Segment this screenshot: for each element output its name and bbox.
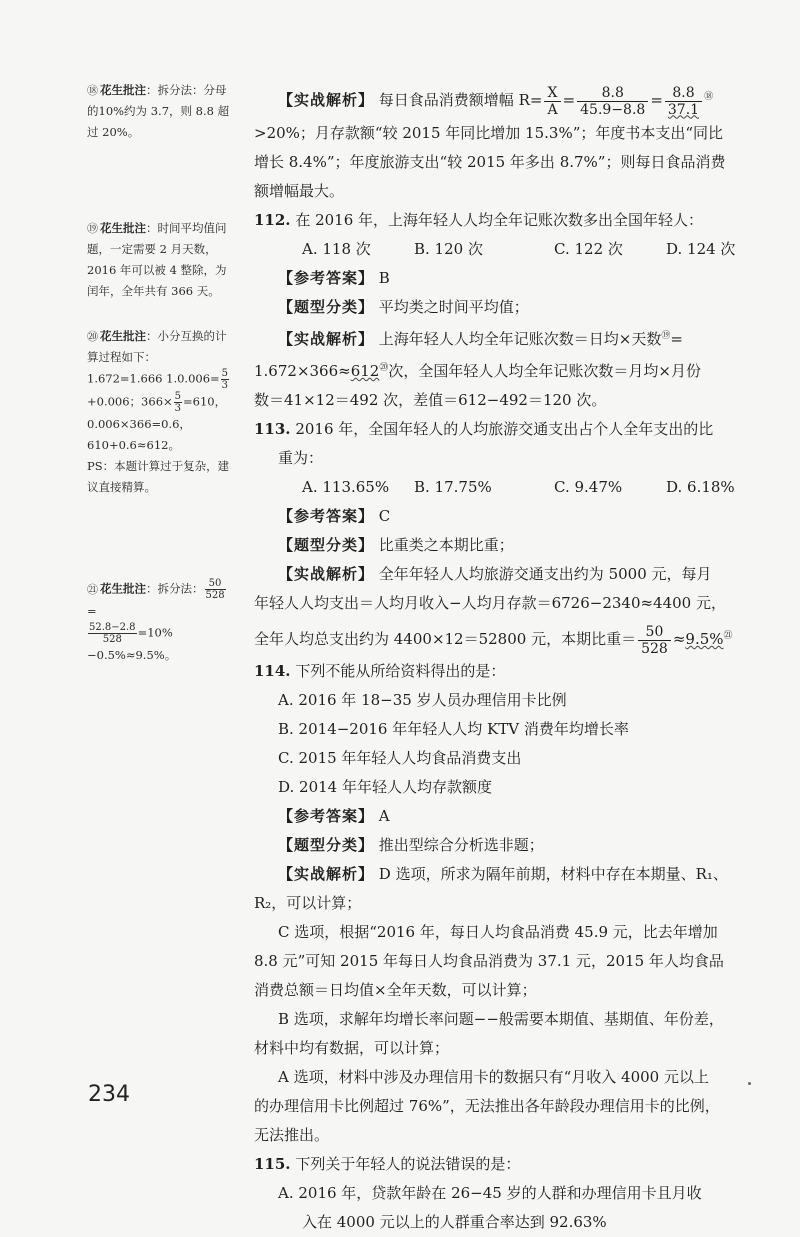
analysis-text: = [670,330,683,348]
option-a: A. 118 次 [302,240,371,258]
question-number: 115. [254,1155,291,1173]
analysis-text: 上海年轻人人均全年记账次数＝日均×天数 [378,330,662,348]
q114-a-line2: 的办理信用卡比例超过 76%”，无法推出各年龄段办理信用卡的比例， [254,1097,720,1115]
q115-option-a-line2: 入在 4000 元以上的人群重合率达到 92.63% [302,1213,607,1231]
note-fraction [205,578,226,601]
question-text: 在 2016 年，上海年轻人人均全年记账次数多出全国年轻人： [295,211,704,229]
fraction-denominator: A [547,101,558,118]
formula-fraction [665,85,702,118]
q112-stem [254,206,754,235]
analysis-text: D 选项，所求为隔年前期，材料中存在本期量、R₁、 [378,865,728,883]
q114-b-line1: B 选项，求解年均增长率问题−−般需要本期值、基期值、年份差， [278,1010,724,1028]
analysis-text: ≈ [672,630,686,648]
type-label: 【题型分类】 [278,836,375,854]
note-number-icon: ⑱ [87,84,98,97]
note-text: ：拆分法： [146,581,204,596]
fraction-denominator: 37.1 [667,101,700,118]
analysis-text: 全年人均总支出约为 4400×12＝52800 元，本期比重＝ [254,630,637,648]
q115-option-a-line1: A. 2016 年，贷款年龄在 26−45 岁的人群和办理信用卡且月收 [278,1184,702,1202]
analysis-text: 1.672×366≈ [254,362,351,380]
option-d: D. 124 次 [666,240,736,258]
q114-type [254,831,754,860]
q114-c-line2: 8.8 元”可知 2015 年每日人均食品消费为 37.1 元，2015 年人均食品 [254,952,724,970]
note-text: =10%−0.5%≈9.5%。 [87,625,177,662]
note-fraction [221,368,229,391]
side-note-18 [87,80,235,143]
question-number: 113. [254,420,291,438]
option-c: C. 122 次 [554,240,623,258]
q114-option-d: D. 2014 年年轻人人均存款额度 [278,778,492,796]
answer-label: 【参考答案】 [278,507,375,525]
option-b: B. 17.75% [414,478,492,496]
q114-stem [254,657,754,686]
q112-type [254,293,754,322]
page-number: 234 [88,1082,130,1107]
type-label: 【题型分类】 [278,298,375,316]
side-note-19 [87,218,235,302]
type-label: 【题型分类】 [278,536,375,554]
analysis-text: 每日食品消费额增幅 R= [378,91,543,109]
note-fraction [174,391,182,414]
fraction-numerator: 52.8−2.8 [89,622,136,633]
q113-answer [254,502,754,531]
q111-analysis-line4: 额增幅最大。 [254,182,345,200]
note-text: ：小分互换的计算过程如下： [87,329,227,364]
note-tag: 花生批注 [100,221,146,235]
note-number-icon: ⑳ [87,330,98,343]
fraction-numerator: X [544,85,560,102]
footnote-marker: ⑲ [661,331,671,341]
q113-options [254,473,754,502]
q114-analysis-line1 [254,860,754,889]
scan-speck [748,1082,751,1085]
fraction-denominator: 45.9−8.8 [580,101,646,118]
option-c: C. 9.47% [554,478,623,496]
note-text: =610，0.006×366=0.6，610+0.6≈612。 [87,394,227,452]
type-value: 平均类之时间平均值； [378,298,529,316]
note-text: ：拆分法：分母的10%约为 3.7，则 8.8 超过 20%。 [87,83,230,139]
q112-analysis-line3: 数＝41×12＝492 次，差值＝612−492＝120 次。 [254,391,607,409]
note-tag: 花生批注 [100,329,146,343]
q113-stem [254,415,754,444]
note-text: ：时间平均值问题，一定需要 2 月天数，2016 年可以被 4 整除，为闰年，全年共有 366 天。 [87,221,227,298]
q114-answer [254,802,754,831]
note-number-icon: ㉑ [87,582,98,596]
answer-value: B [378,269,390,287]
note-text: PS：本题计算过于复杂，建议直接精算。 [87,459,230,494]
analysis-text: 全年年轻人人均旅游交通支出约为 5000 元，每月 [378,565,712,583]
main-column [254,78,754,1237]
option-b: B. 120 次 [414,240,483,258]
q113-analysis-line1 [254,560,754,589]
answer-label: 【参考答案】 [278,269,375,287]
analysis-label: 【实战解析】 [278,565,375,583]
q112-answer [254,264,754,293]
q114-c-line3: 消费总额＝日均值×全年天数，可以计算； [254,981,537,999]
note-text: = [87,604,97,618]
fraction-numerator: 8.8 [665,85,702,102]
q114-option-c: C. 2015 年年轻人人均食品消费支出 [278,749,522,767]
footnote-marker: ⑱ [704,92,714,102]
q113-type [254,531,754,560]
question-number: 112. [254,211,291,229]
highlighted-value: 9.5% [685,630,724,648]
question-text: 下列关于年轻人的说法错误的是： [295,1155,521,1173]
q112-options [254,235,754,264]
analysis-label: 【实战解析】 [278,865,375,883]
type-value: 推出型综合分析选非题； [378,836,544,854]
q115-stem [254,1150,754,1179]
q114-option-b: B. 2014−2016 年年轻人人均 KTV 消费年均增长率 [278,720,629,738]
note-tag: 花生批注 [100,581,146,596]
question-number: 114. [254,662,291,680]
q111-analysis-line2: >20%；月存款额“较 2015 年同比增加 15.3%”；年度书本支出“同比 [254,124,724,142]
footnote-marker: ㉑ [723,631,733,641]
q114-b-line2: 材料中均有数据，可以计算； [254,1039,450,1057]
fraction-denominator: 3 [174,403,182,414]
q114-analysis-line2: R₂，可以计算； [254,894,362,912]
q112-analysis-line2 [254,354,754,386]
q111-analysis-line1: 【实战解析】 每日食品消费额增幅 R= $\frac{X}{A}$ = $\frac{8.8}{45.9-8.8}$ = $\frac{8.8}{37.1}$ ⑱ [278,84,714,118]
q114-a-line1: A 选项，材料中涉及办理信用卡的数据只有“月收入 4000 元以上 [278,1068,709,1086]
formula-fraction [577,85,648,118]
analysis-label: 【实战解析】 [278,330,375,348]
footnote-marker: ⑳ [379,363,389,373]
answer-value: C [378,507,391,525]
question-text: 2016 年，全国年轻人的人均旅游交通支出占个人全年支出的比 [295,420,714,438]
fraction-numerator: 5 [221,368,229,379]
analysis-label: 【实战解析】 [278,91,375,109]
q113-analysis-line2: 年轻人人均支出＝人均月收入−人均月存款＝6726−2340≈4400 元， [254,594,726,612]
fraction-denominator: 528 [205,590,225,601]
fraction-denominator: 3 [221,380,229,391]
option-a: A. 113.65% [302,478,390,496]
highlighted-value: 612 [350,362,380,380]
fraction-numerator: 50 [205,578,226,590]
fraction-numerator: 50 [638,624,671,641]
answer-label: 【参考答案】 [278,807,375,825]
fraction-numerator: 8.8 [577,85,648,102]
q114-c-line1: C 选项，根据“2016 年，每日人均食品消费 45.9 元，比去年增加 [278,923,718,941]
analysis-text: 次，全国年轻人人均全年记账次数＝月均×月份 [388,362,701,380]
side-note-21 [87,578,235,666]
note-number-icon: ⑲ [87,222,98,235]
option-d: D. 6.18% [666,478,735,496]
fraction-denominator: 528 [641,640,668,657]
side-note-20 [87,326,235,498]
q111-analysis-line3: 增长 8.4%”；年度旅游支出“较 2015 年多出 8.7%”；则每日食品消费 [254,153,726,171]
note-fraction [88,622,137,645]
fraction-denominator: 528 [102,634,122,645]
type-value: 比重类之本期比重； [378,536,514,554]
formula-fraction [638,624,671,657]
question-text: 下列不能从所给资料得出的是： [295,662,506,680]
answer-value: A [378,807,390,825]
q113-stem-line2: 重为： [278,449,324,467]
fraction-numerator: 5 [174,391,182,402]
q113-analysis-line3 [254,618,754,657]
q114-a-line3: 无法推出。 [254,1126,330,1144]
q112-analysis-line1 [254,322,754,354]
q114-option-a: A. 2016 年 18−35 岁人员办理信用卡比例 [278,691,567,709]
note-text: 1.672=1.666 1.0.006= [87,371,220,386]
formula-fraction [544,85,560,118]
note-tag: 花生批注 [100,83,146,97]
note-text: +0.006；366× [87,394,173,409]
